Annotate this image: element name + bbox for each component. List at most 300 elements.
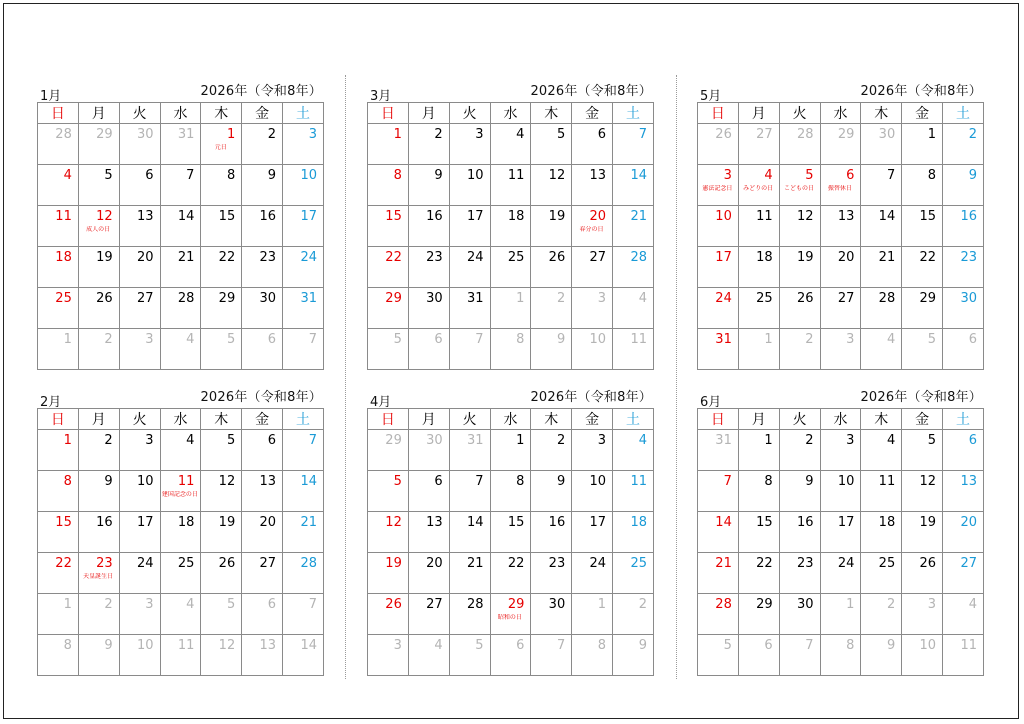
- day-cell: [449, 206, 490, 247]
- day-cell: [861, 430, 902, 471]
- month-header: [367, 386, 654, 408]
- day-number: 8: [516, 332, 525, 347]
- day-cell: [738, 288, 779, 329]
- day-cell: [160, 124, 201, 165]
- day-number: 5: [475, 638, 484, 653]
- month-header: [37, 386, 324, 408]
- day-cell: [490, 206, 531, 247]
- column-divider-left: [345, 75, 346, 679]
- day-cell: [861, 471, 902, 512]
- day-number: 2: [104, 332, 113, 347]
- month-calendar: [697, 80, 984, 370]
- day-number: 9: [104, 638, 113, 653]
- day-cell: [160, 430, 201, 471]
- day-cell: [490, 471, 531, 512]
- week-row: [368, 594, 654, 635]
- day-cell: [943, 329, 984, 370]
- day-number: 18: [630, 515, 647, 530]
- day-number: 11: [630, 332, 647, 347]
- day-number: 30: [960, 291, 977, 306]
- day-number: 19: [385, 556, 402, 571]
- day-number: 7: [723, 474, 732, 489]
- day-number: 12: [385, 515, 402, 530]
- day-cell: [861, 206, 902, 247]
- day-cell: [698, 471, 739, 512]
- day-cell: [283, 430, 324, 471]
- day-cell: [902, 247, 943, 288]
- day-number: 24: [466, 250, 484, 265]
- day-cell: [283, 553, 324, 594]
- day-cell: [531, 553, 572, 594]
- day-number: 5: [393, 474, 402, 489]
- weekday-header-tue: 火: [779, 103, 820, 124]
- day-cell: [78, 329, 119, 370]
- holiday-name: 建国記念の日: [161, 491, 198, 498]
- day-cell: [368, 471, 409, 512]
- day-cell: [902, 635, 943, 676]
- day-cell: [78, 594, 119, 635]
- holiday-name: こどもの日: [784, 185, 815, 192]
- day-cell: [160, 594, 201, 635]
- weekday-header-mon: 月: [408, 103, 449, 124]
- weekday-header-tue: 火: [449, 103, 490, 124]
- column-divider-right: [676, 75, 677, 679]
- day-cell: [242, 471, 283, 512]
- weekday-header-mon: 月: [408, 409, 449, 430]
- day-number: 22: [218, 250, 236, 265]
- day-number: 28: [300, 556, 317, 571]
- weekday-header-fri: 金: [902, 103, 943, 124]
- day-cell: [119, 247, 160, 288]
- day-cell: [449, 594, 490, 635]
- week-row: [698, 247, 984, 288]
- day-cell: [242, 594, 283, 635]
- day-cell: [820, 329, 861, 370]
- day-number: 6: [968, 433, 977, 448]
- day-cell: [779, 512, 820, 553]
- day-cell: [283, 512, 324, 553]
- day-number: 4: [186, 332, 195, 347]
- day-number: 27: [426, 597, 443, 612]
- week-row: [38, 288, 324, 329]
- day-cell: [449, 165, 490, 206]
- day-number: 20: [426, 556, 443, 571]
- day-number: 10: [300, 168, 317, 183]
- day-cell: [943, 430, 984, 471]
- calendar-grid: [367, 102, 654, 370]
- weekday-header-wed: 水: [160, 409, 201, 430]
- day-cell: [201, 124, 242, 165]
- week-row: [38, 512, 324, 553]
- weekday-header-mon: 月: [738, 409, 779, 430]
- day-number: 21: [715, 556, 732, 571]
- day-number: 5: [556, 127, 566, 142]
- day-cell: [613, 329, 654, 370]
- year-label: 2026年（令和8年）: [530, 390, 652, 405]
- day-number: 1: [63, 332, 72, 347]
- day-number: 1: [764, 332, 773, 347]
- day-number: 23: [259, 250, 277, 265]
- day-cell: [449, 471, 490, 512]
- day-cell: [242, 165, 283, 206]
- day-number: 30: [796, 597, 814, 612]
- day-cell: [820, 594, 861, 635]
- day-cell: [820, 553, 861, 594]
- weekday-header-mon: 月: [78, 103, 119, 124]
- day-cell: [78, 206, 119, 247]
- month-header: [697, 386, 984, 408]
- weekday-header-row: [368, 103, 654, 124]
- weekday-header-sun: 日: [368, 103, 409, 124]
- day-cell: [119, 594, 160, 635]
- day-cell: [160, 247, 201, 288]
- day-cell: [572, 206, 613, 247]
- day-cell: [820, 635, 861, 676]
- day-number: 1: [927, 127, 937, 142]
- day-number: 28: [630, 250, 647, 265]
- day-cell: [408, 329, 449, 370]
- weekday-header-wed: 水: [820, 409, 861, 430]
- day-cell: [572, 512, 613, 553]
- day-cell: [78, 247, 119, 288]
- day-number: 10: [136, 474, 154, 489]
- weekday-header-fri: 金: [242, 409, 283, 430]
- day-number: 28: [55, 127, 72, 142]
- month-header: [367, 80, 654, 102]
- weekday-header-mon: 月: [738, 103, 779, 124]
- day-cell: [943, 553, 984, 594]
- week-row: [698, 512, 984, 553]
- day-cell: [613, 124, 654, 165]
- day-cell: [38, 247, 79, 288]
- day-number: 23: [426, 250, 443, 265]
- day-number: 4: [516, 127, 525, 142]
- day-number: 4: [968, 597, 977, 612]
- day-number: 2: [556, 433, 566, 448]
- day-number: 5: [104, 168, 113, 183]
- day-number: 26: [385, 597, 402, 612]
- day-cell: [613, 635, 654, 676]
- day-number: 17: [589, 515, 607, 530]
- day-cell: [242, 206, 283, 247]
- day-cell: [283, 594, 324, 635]
- day-number: 11: [878, 474, 896, 489]
- day-number: 3: [145, 332, 154, 347]
- day-cell: [119, 471, 160, 512]
- day-cell: [449, 635, 490, 676]
- month-header: [697, 80, 984, 102]
- day-cell: [861, 247, 902, 288]
- day-cell: [572, 124, 613, 165]
- day-cell: [902, 124, 943, 165]
- day-number: 21: [177, 250, 195, 265]
- day-number: 1: [846, 597, 855, 612]
- day-cell: [779, 165, 820, 206]
- day-number: 6: [145, 168, 154, 183]
- day-number: 10: [136, 638, 154, 653]
- day-number: 16: [960, 209, 977, 224]
- day-number: 5: [226, 332, 236, 347]
- day-cell: [408, 512, 449, 553]
- day-cell: [408, 430, 449, 471]
- weekday-header-wed: 水: [490, 409, 531, 430]
- day-number: 20: [589, 209, 607, 224]
- day-cell: [943, 206, 984, 247]
- day-cell: [242, 288, 283, 329]
- day-number: 7: [308, 597, 317, 612]
- day-number: 13: [960, 474, 977, 489]
- day-number: 14: [300, 474, 317, 489]
- day-cell: [368, 247, 409, 288]
- day-number: 19: [96, 250, 113, 265]
- day-number: 14: [300, 638, 317, 653]
- weekday-header-thu: 木: [531, 409, 572, 430]
- day-cell: [779, 430, 820, 471]
- day-number: 30: [136, 127, 154, 142]
- day-number: 12: [96, 209, 113, 224]
- day-cell: [119, 553, 160, 594]
- day-number: 16: [796, 515, 814, 530]
- day-number: 31: [715, 433, 732, 448]
- week-row: [38, 165, 324, 206]
- holiday-name: 成人の日: [86, 226, 111, 233]
- day-number: 4: [186, 597, 195, 612]
- week-row: [698, 288, 984, 329]
- day-cell: [698, 288, 739, 329]
- day-cell: [572, 247, 613, 288]
- day-number: 7: [186, 168, 195, 183]
- day-cell: [201, 471, 242, 512]
- day-number: 15: [507, 515, 525, 530]
- day-cell: [38, 288, 79, 329]
- week-row: [368, 512, 654, 553]
- day-cell: [38, 471, 79, 512]
- day-cell: [242, 635, 283, 676]
- day-cell: [531, 206, 572, 247]
- day-cell: [283, 471, 324, 512]
- day-number: 3: [308, 127, 317, 142]
- week-row: [698, 635, 984, 676]
- day-cell: [201, 247, 242, 288]
- day-cell: [738, 635, 779, 676]
- day-cell: [698, 553, 739, 594]
- day-cell: [38, 329, 79, 370]
- weekday-header-thu: 木: [861, 409, 902, 430]
- month-label: 3月: [370, 89, 392, 104]
- day-number: 11: [630, 474, 647, 489]
- week-row: [38, 124, 324, 165]
- day-cell: [449, 124, 490, 165]
- day-cell: [368, 553, 409, 594]
- day-cell: [368, 635, 409, 676]
- day-cell: [490, 553, 531, 594]
- day-number: 21: [630, 209, 647, 224]
- day-cell: [738, 553, 779, 594]
- day-number: 22: [55, 556, 72, 571]
- day-cell: [698, 594, 739, 635]
- day-number: 9: [434, 168, 443, 183]
- day-number: 3: [393, 638, 402, 653]
- day-number: 26: [548, 250, 566, 265]
- holiday-name: 天皇誕生日: [83, 573, 114, 580]
- day-number: 13: [426, 515, 443, 530]
- day-number: 6: [516, 638, 525, 653]
- holiday-name: 振替休日: [827, 185, 852, 192]
- day-number: 3: [597, 291, 607, 306]
- day-number: 8: [764, 474, 773, 489]
- day-cell: [160, 512, 201, 553]
- weekday-header-row: [698, 409, 984, 430]
- day-number: 25: [756, 291, 773, 306]
- holiday-name: みどりの日: [743, 185, 774, 192]
- day-cell: [408, 635, 449, 676]
- day-number: 10: [919, 638, 937, 653]
- day-cell: [368, 329, 409, 370]
- day-number: 2: [556, 291, 566, 306]
- day-number: 5: [805, 168, 814, 183]
- day-cell: [698, 635, 739, 676]
- day-cell: [943, 124, 984, 165]
- week-row: [38, 247, 324, 288]
- day-number: 13: [837, 209, 855, 224]
- day-cell: [531, 594, 572, 635]
- day-number: 6: [764, 638, 773, 653]
- day-number: 27: [259, 556, 277, 571]
- day-cell: [78, 124, 119, 165]
- day-number: 3: [723, 168, 732, 183]
- day-cell: [408, 553, 449, 594]
- day-cell: [408, 247, 449, 288]
- day-number: 30: [259, 291, 277, 306]
- holiday-name: 昭和の日: [497, 614, 522, 621]
- day-number: 3: [475, 127, 484, 142]
- day-number: 30: [878, 127, 896, 142]
- day-number: 25: [878, 556, 896, 571]
- day-number: 26: [796, 291, 814, 306]
- day-number: 21: [878, 250, 896, 265]
- week-row: [698, 329, 984, 370]
- weekday-header-fri: 金: [572, 409, 613, 430]
- day-number: 22: [507, 556, 525, 571]
- weekday-header-sat: 土: [283, 409, 324, 430]
- day-number: 9: [886, 638, 896, 653]
- day-cell: [779, 247, 820, 288]
- day-number: 26: [218, 556, 236, 571]
- day-cell: [861, 512, 902, 553]
- day-number: 2: [805, 433, 814, 448]
- week-row: [698, 165, 984, 206]
- day-number: 11: [960, 638, 977, 653]
- week-row: [698, 553, 984, 594]
- year-label: 2026年（令和8年）: [200, 390, 322, 405]
- day-number: 26: [919, 556, 937, 571]
- day-number: 8: [597, 638, 607, 653]
- day-cell: [38, 635, 79, 676]
- day-cell: [738, 329, 779, 370]
- day-number: 13: [136, 209, 154, 224]
- day-number: 16: [96, 515, 113, 530]
- day-cell: [283, 124, 324, 165]
- day-cell: [119, 329, 160, 370]
- day-number: 4: [638, 433, 647, 448]
- day-cell: [201, 165, 242, 206]
- day-number: 10: [715, 209, 732, 224]
- day-cell: [38, 124, 79, 165]
- weekday-header-sun: 日: [38, 103, 79, 124]
- day-cell: [408, 288, 449, 329]
- day-cell: [160, 206, 201, 247]
- day-number: 8: [393, 168, 402, 183]
- day-number: 3: [846, 433, 855, 448]
- day-number: 2: [104, 597, 113, 612]
- day-number: 9: [968, 168, 977, 183]
- day-number: 12: [548, 168, 566, 183]
- week-row: [368, 247, 654, 288]
- day-cell: [119, 288, 160, 329]
- day-number: 10: [837, 474, 855, 489]
- day-cell: [531, 430, 572, 471]
- day-cell: [779, 553, 820, 594]
- day-number: 3: [846, 332, 855, 347]
- weekday-header-tue: 火: [119, 409, 160, 430]
- month-calendar: [367, 386, 654, 676]
- day-number: 25: [630, 556, 647, 571]
- day-number: 11: [507, 168, 525, 183]
- week-row: [38, 553, 324, 594]
- day-number: 5: [927, 433, 937, 448]
- day-cell: [119, 430, 160, 471]
- year-label: 2026年（令和8年）: [860, 390, 982, 405]
- day-number: 31: [177, 127, 195, 142]
- day-cell: [408, 124, 449, 165]
- week-row: [38, 471, 324, 512]
- day-cell: [490, 288, 531, 329]
- day-cell: [78, 471, 119, 512]
- day-number: 8: [846, 638, 855, 653]
- day-number: 8: [516, 474, 525, 489]
- week-row: [698, 206, 984, 247]
- day-number: 24: [837, 556, 855, 571]
- day-number: 6: [597, 127, 607, 142]
- day-number: 10: [589, 474, 607, 489]
- day-number: 15: [55, 515, 72, 530]
- day-cell: [368, 430, 409, 471]
- day-number: 5: [723, 638, 732, 653]
- weekday-header-mon: 月: [78, 409, 119, 430]
- day-number: 6: [846, 168, 855, 183]
- day-number: 7: [308, 433, 317, 448]
- week-row: [368, 165, 654, 206]
- day-number: 12: [796, 209, 814, 224]
- day-number: 9: [638, 638, 647, 653]
- day-number: 2: [104, 433, 113, 448]
- day-number: 24: [136, 556, 154, 571]
- day-cell: [78, 165, 119, 206]
- day-number: 11: [177, 474, 195, 489]
- day-number: 31: [300, 291, 317, 306]
- day-cell: [779, 471, 820, 512]
- day-number: 19: [919, 515, 937, 530]
- weekday-header-sat: 土: [613, 103, 654, 124]
- day-cell: [160, 288, 201, 329]
- day-number: 7: [475, 332, 484, 347]
- day-number: 20: [960, 515, 977, 530]
- day-number: 1: [764, 433, 773, 448]
- day-number: 3: [145, 433, 154, 448]
- day-number: 4: [63, 168, 72, 183]
- day-number: 17: [466, 209, 484, 224]
- day-cell: [902, 512, 943, 553]
